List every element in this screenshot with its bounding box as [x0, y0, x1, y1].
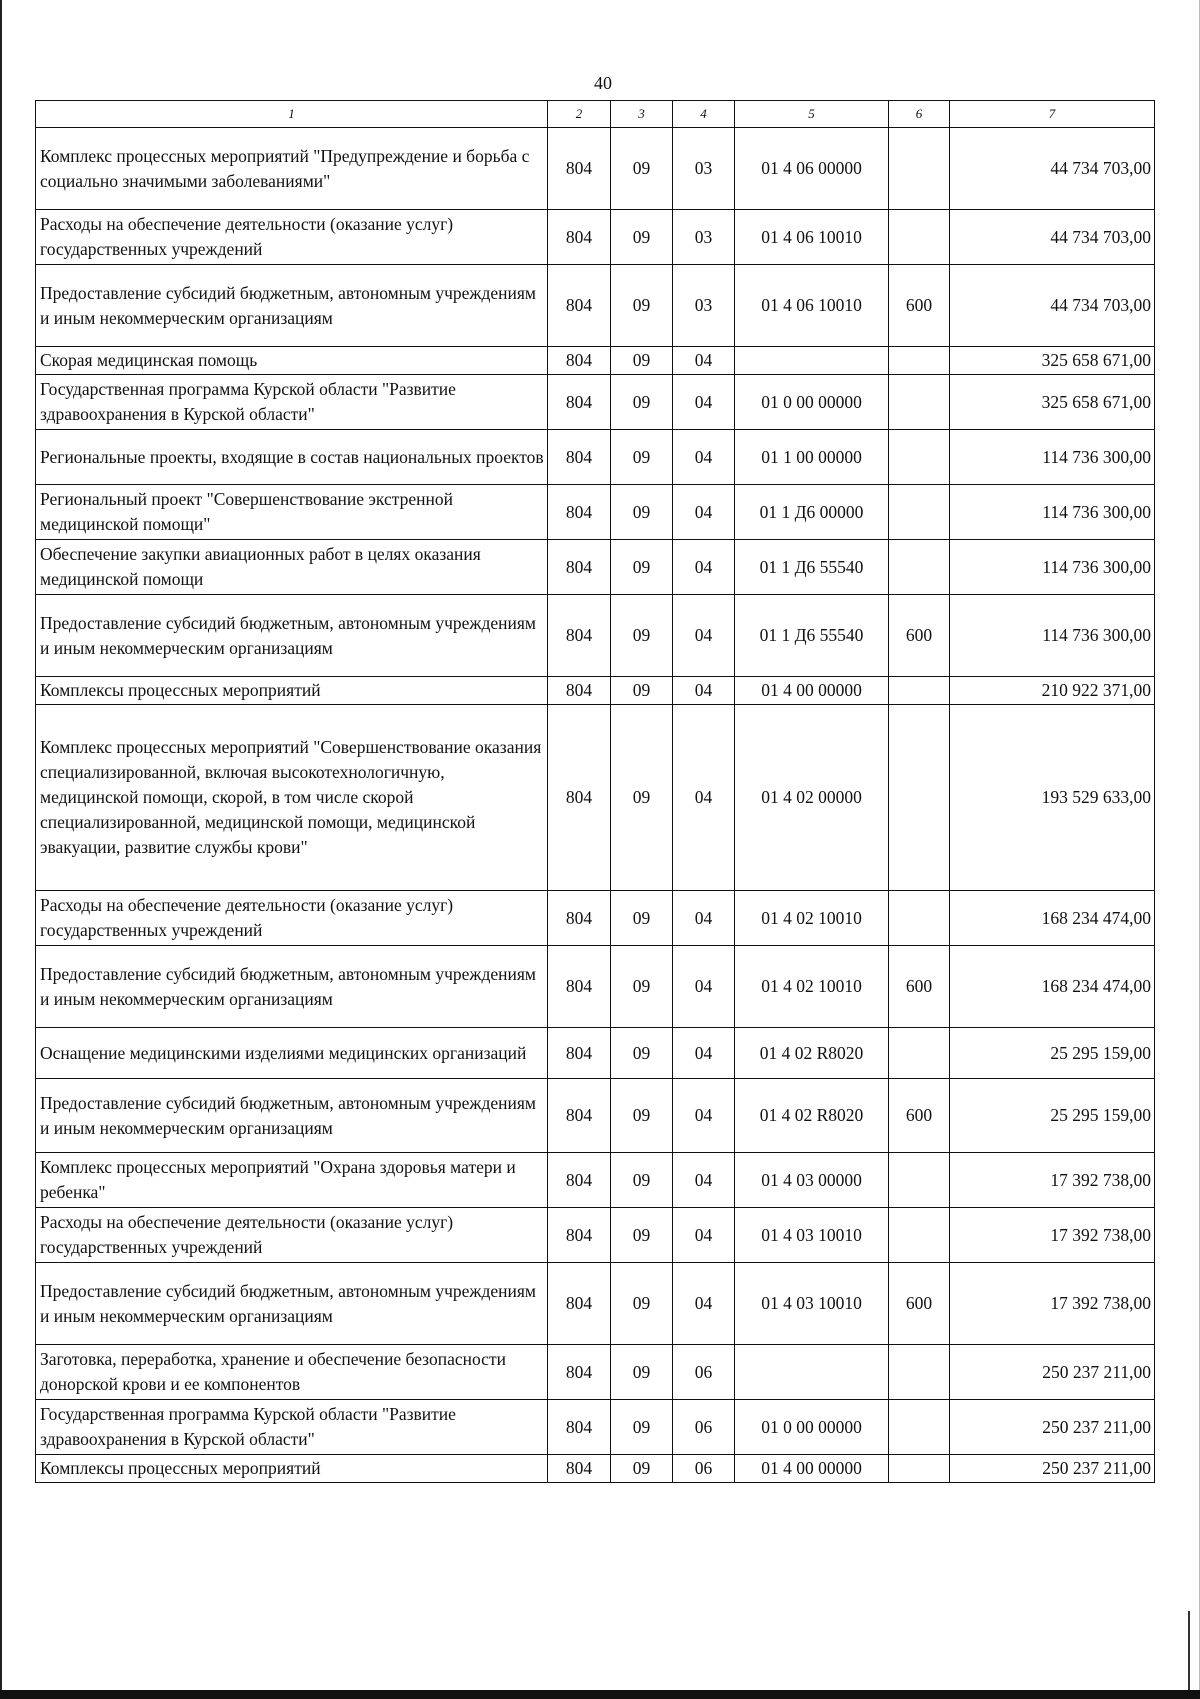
- row-col3: 09: [611, 1263, 673, 1345]
- table-row: [36, 677, 1155, 705]
- row-code: 01 0 00 00000: [735, 375, 889, 430]
- table-body: [36, 128, 1155, 1483]
- table-row: [36, 430, 1155, 485]
- row-amount: 17 392 738,00: [950, 1208, 1155, 1263]
- row-col2: 804: [548, 347, 611, 375]
- row-code: 01 4 06 10010: [735, 265, 889, 347]
- scan-bottom-bar: [0, 1690, 1200, 1699]
- row-col2: 804: [548, 540, 611, 595]
- table-row: [36, 540, 1155, 595]
- row-col2: 804: [548, 265, 611, 347]
- row-col3: 09: [611, 485, 673, 540]
- row-amount: 193 529 633,00: [950, 705, 1155, 891]
- row-code: 01 4 02 10010: [735, 946, 889, 1028]
- row-col3: 09: [611, 1455, 673, 1483]
- row-col2: 804: [548, 1153, 611, 1208]
- row-name: Комплекс процессных мероприятий "Охрана здоровья матери и ребенка": [36, 1153, 548, 1208]
- column-header-5: 5: [735, 101, 889, 128]
- row-col3: 09: [611, 891, 673, 946]
- table-row: [36, 1455, 1155, 1483]
- row-amount: 114 736 300,00: [950, 430, 1155, 485]
- row-name: Обеспечение закупки авиационных работ в целях оказания медицинской помощи: [36, 540, 548, 595]
- table-row: [36, 210, 1155, 265]
- row-col3: 09: [611, 1079, 673, 1153]
- row-code: 01 4 02 R8020: [735, 1079, 889, 1153]
- table-row: [36, 265, 1155, 347]
- row-col2: 804: [548, 128, 611, 210]
- row-col4: 04: [673, 891, 735, 946]
- row-name: Предоставление субсидий бюджетным, автономным учреждениям и иным некоммерческим организациям: [36, 946, 548, 1028]
- row-col6: [889, 128, 950, 210]
- row-name: Комплекс процессных мероприятий "Предупреждение и борьба с социально значимыми заболеваниями": [36, 128, 548, 210]
- row-amount: 17 392 738,00: [950, 1153, 1155, 1208]
- row-code: [735, 347, 889, 375]
- table-row: [36, 891, 1155, 946]
- row-col2: 804: [548, 1400, 611, 1455]
- row-code: 01 4 06 10010: [735, 210, 889, 265]
- row-col3: 09: [611, 677, 673, 705]
- row-col2: 804: [548, 891, 611, 946]
- row-name: Предоставление субсидий бюджетным, автономным учреждениям и иным некоммерческим организациям: [36, 1263, 548, 1345]
- row-col3: 09: [611, 595, 673, 677]
- table-row: [36, 1079, 1155, 1153]
- row-col6: 600: [889, 1263, 950, 1345]
- row-code: 01 4 02 R8020: [735, 1028, 889, 1079]
- row-col6: 600: [889, 595, 950, 677]
- row-amount: 114 736 300,00: [950, 595, 1155, 677]
- table-row: [36, 946, 1155, 1028]
- row-col4: 04: [673, 677, 735, 705]
- row-name: Расходы на обеспечение деятельности (оказание услуг) государственных учреждений: [36, 1208, 548, 1263]
- row-code: 01 0 00 00000: [735, 1400, 889, 1455]
- row-name: Региональные проекты, входящие в состав национальных проектов: [36, 430, 548, 485]
- row-col6: [889, 485, 950, 540]
- row-col4: 04: [673, 540, 735, 595]
- row-col4: 03: [673, 128, 735, 210]
- row-col4: 06: [673, 1345, 735, 1400]
- row-code: 01 4 06 00000: [735, 128, 889, 210]
- row-col4: 03: [673, 210, 735, 265]
- table-row: [36, 1400, 1155, 1455]
- row-name: Заготовка, переработка, хранение и обеспечение безопасности донорской крови и ее компонентов: [36, 1345, 548, 1400]
- row-name: Предоставление субсидий бюджетным, автономным учреждениям и иным некоммерческим организациям: [36, 265, 548, 347]
- row-col4: 04: [673, 1079, 735, 1153]
- row-col6: [889, 1208, 950, 1263]
- row-amount: 25 295 159,00: [950, 1028, 1155, 1079]
- row-code: 01 1 Д6 00000: [735, 485, 889, 540]
- column-header-4: 4: [673, 101, 735, 128]
- row-col2: 804: [548, 595, 611, 677]
- row-col6: 600: [889, 1079, 950, 1153]
- table-row: [36, 1208, 1155, 1263]
- row-col6: [889, 210, 950, 265]
- row-name: Расходы на обеспечение деятельности (оказание услуг) государственных учреждений: [36, 891, 548, 946]
- row-col3: 09: [611, 540, 673, 595]
- table-row: [36, 1263, 1155, 1345]
- row-col6: [889, 705, 950, 891]
- row-col4: 04: [673, 1208, 735, 1263]
- row-name: Предоставление субсидий бюджетным, автономным учреждениям и иным некоммерческим организациям: [36, 595, 548, 677]
- row-code: 01 4 02 10010: [735, 891, 889, 946]
- row-col3: 09: [611, 128, 673, 210]
- row-col2: 804: [548, 210, 611, 265]
- row-code: 01 4 03 10010: [735, 1208, 889, 1263]
- row-col4: 04: [673, 375, 735, 430]
- table-row: [36, 128, 1155, 210]
- row-col6: 600: [889, 946, 950, 1028]
- row-col2: 804: [548, 1263, 611, 1345]
- row-col3: 09: [611, 946, 673, 1028]
- table-header: [36, 101, 1155, 128]
- row-col6: [889, 1455, 950, 1483]
- row-name: Скорая медицинская помощь: [36, 347, 548, 375]
- row-col2: 804: [548, 705, 611, 891]
- row-col2: 804: [548, 1208, 611, 1263]
- row-amount: 325 658 671,00: [950, 375, 1155, 430]
- row-col4: 04: [673, 595, 735, 677]
- row-amount: 250 237 211,00: [950, 1400, 1155, 1455]
- row-col4: 04: [673, 1263, 735, 1345]
- row-col3: 09: [611, 1208, 673, 1263]
- row-col6: [889, 1400, 950, 1455]
- row-col4: 04: [673, 347, 735, 375]
- row-name: Комплексы процессных мероприятий: [36, 1455, 548, 1483]
- table-row: [36, 595, 1155, 677]
- row-col3: 09: [611, 375, 673, 430]
- row-name: Комплексы процессных мероприятий: [36, 677, 548, 705]
- row-col3: 09: [611, 1028, 673, 1079]
- column-header-6: 6: [889, 101, 950, 128]
- header-row: [36, 101, 1155, 128]
- row-col3: 09: [611, 705, 673, 891]
- row-amount: 44 734 703,00: [950, 265, 1155, 347]
- row-amount: 44 734 703,00: [950, 128, 1155, 210]
- row-col4: 03: [673, 265, 735, 347]
- row-col4: 04: [673, 485, 735, 540]
- row-amount: 114 736 300,00: [950, 485, 1155, 540]
- row-code: 01 4 03 00000: [735, 1153, 889, 1208]
- row-amount: 44 734 703,00: [950, 210, 1155, 265]
- row-col6: [889, 1153, 950, 1208]
- row-amount: 325 658 671,00: [950, 347, 1155, 375]
- row-name: Предоставление субсидий бюджетным, автономным учреждениям и иным некоммерческим организациям: [36, 1079, 548, 1153]
- row-code: 01 4 03 10010: [735, 1263, 889, 1345]
- row-col3: 09: [611, 210, 673, 265]
- row-code: 01 4 02 00000: [735, 705, 889, 891]
- row-amount: 250 237 211,00: [950, 1345, 1155, 1400]
- row-code: 01 4 00 00000: [735, 677, 889, 705]
- row-name: Региональный проект "Совершенствование экстренной медицинской помощи": [36, 485, 548, 540]
- row-amount: 25 295 159,00: [950, 1079, 1155, 1153]
- row-amount: 114 736 300,00: [950, 540, 1155, 595]
- row-name: Государственная программа Курской области "Развитие здравоохранения в Курской области": [36, 1400, 548, 1455]
- row-col4: 06: [673, 1455, 735, 1483]
- row-col2: 804: [548, 485, 611, 540]
- table-row: [36, 1028, 1155, 1079]
- row-name: Оснащение медицинскими изделиями медицинских организаций: [36, 1028, 548, 1079]
- column-header-7: 7: [950, 101, 1155, 128]
- row-col3: 09: [611, 1153, 673, 1208]
- row-col6: [889, 677, 950, 705]
- table-row: [36, 375, 1155, 430]
- row-col3: 09: [611, 265, 673, 347]
- table-row: [36, 347, 1155, 375]
- row-name: Расходы на обеспечение деятельности (оказание услуг) государственных учреждений: [36, 210, 548, 265]
- row-code: 01 4 00 00000: [735, 1455, 889, 1483]
- row-col6: [889, 891, 950, 946]
- row-col2: 804: [548, 946, 611, 1028]
- row-col6: 600: [889, 265, 950, 347]
- row-col4: 04: [673, 1153, 735, 1208]
- row-col4: 06: [673, 1400, 735, 1455]
- table-row: [36, 485, 1155, 540]
- row-col6: [889, 375, 950, 430]
- row-col4: 04: [673, 430, 735, 485]
- row-col3: 09: [611, 430, 673, 485]
- row-amount: 17 392 738,00: [950, 1263, 1155, 1345]
- row-name: Государственная программа Курской области "Развитие здравоохранения в Курской области": [36, 375, 548, 430]
- row-col2: 804: [548, 677, 611, 705]
- budget-table: [35, 100, 1155, 1483]
- row-col4: 04: [673, 1028, 735, 1079]
- row-col2: 804: [548, 1028, 611, 1079]
- row-amount: 250 237 211,00: [950, 1455, 1155, 1483]
- row-code: 01 1 Д6 55540: [735, 595, 889, 677]
- row-code: [735, 1345, 889, 1400]
- row-col2: 804: [548, 375, 611, 430]
- row-amount: 168 234 474,00: [950, 891, 1155, 946]
- row-col3: 09: [611, 347, 673, 375]
- row-col4: 04: [673, 705, 735, 891]
- page-edge-left: [0, 0, 2, 1699]
- scan-corner-mark: [1188, 1611, 1190, 1691]
- row-name: Комплекс процессных мероприятий "Совершенствование оказания специализированной, включая высокотехнологичную, медицинской помощи, скорой, в том числе скорой специализированной, медицинской помощи, медицинской эвакуации, развитие службы крови": [36, 705, 548, 891]
- row-amount: 210 922 371,00: [950, 677, 1155, 705]
- column-header-1: 1: [36, 101, 548, 128]
- row-col4: 04: [673, 946, 735, 1028]
- row-col2: 804: [548, 1079, 611, 1153]
- column-header-2: 2: [548, 101, 611, 128]
- page-number: 40: [594, 73, 612, 93]
- column-header-3: 3: [611, 101, 673, 128]
- row-col2: 804: [548, 1455, 611, 1483]
- table-row: [36, 1153, 1155, 1208]
- row-col3: 09: [611, 1400, 673, 1455]
- row-col6: [889, 1028, 950, 1079]
- row-col2: 804: [548, 430, 611, 485]
- row-col6: [889, 1345, 950, 1400]
- row-amount: 168 234 474,00: [950, 946, 1155, 1028]
- row-code: 01 1 00 00000: [735, 430, 889, 485]
- row-col2: 804: [548, 1345, 611, 1400]
- row-col3: 09: [611, 1345, 673, 1400]
- table-row: [36, 1345, 1155, 1400]
- row-col6: [889, 347, 950, 375]
- row-code: 01 1 Д6 55540: [735, 540, 889, 595]
- row-col6: [889, 430, 950, 485]
- table-row: [36, 705, 1155, 891]
- row-col6: [889, 540, 950, 595]
